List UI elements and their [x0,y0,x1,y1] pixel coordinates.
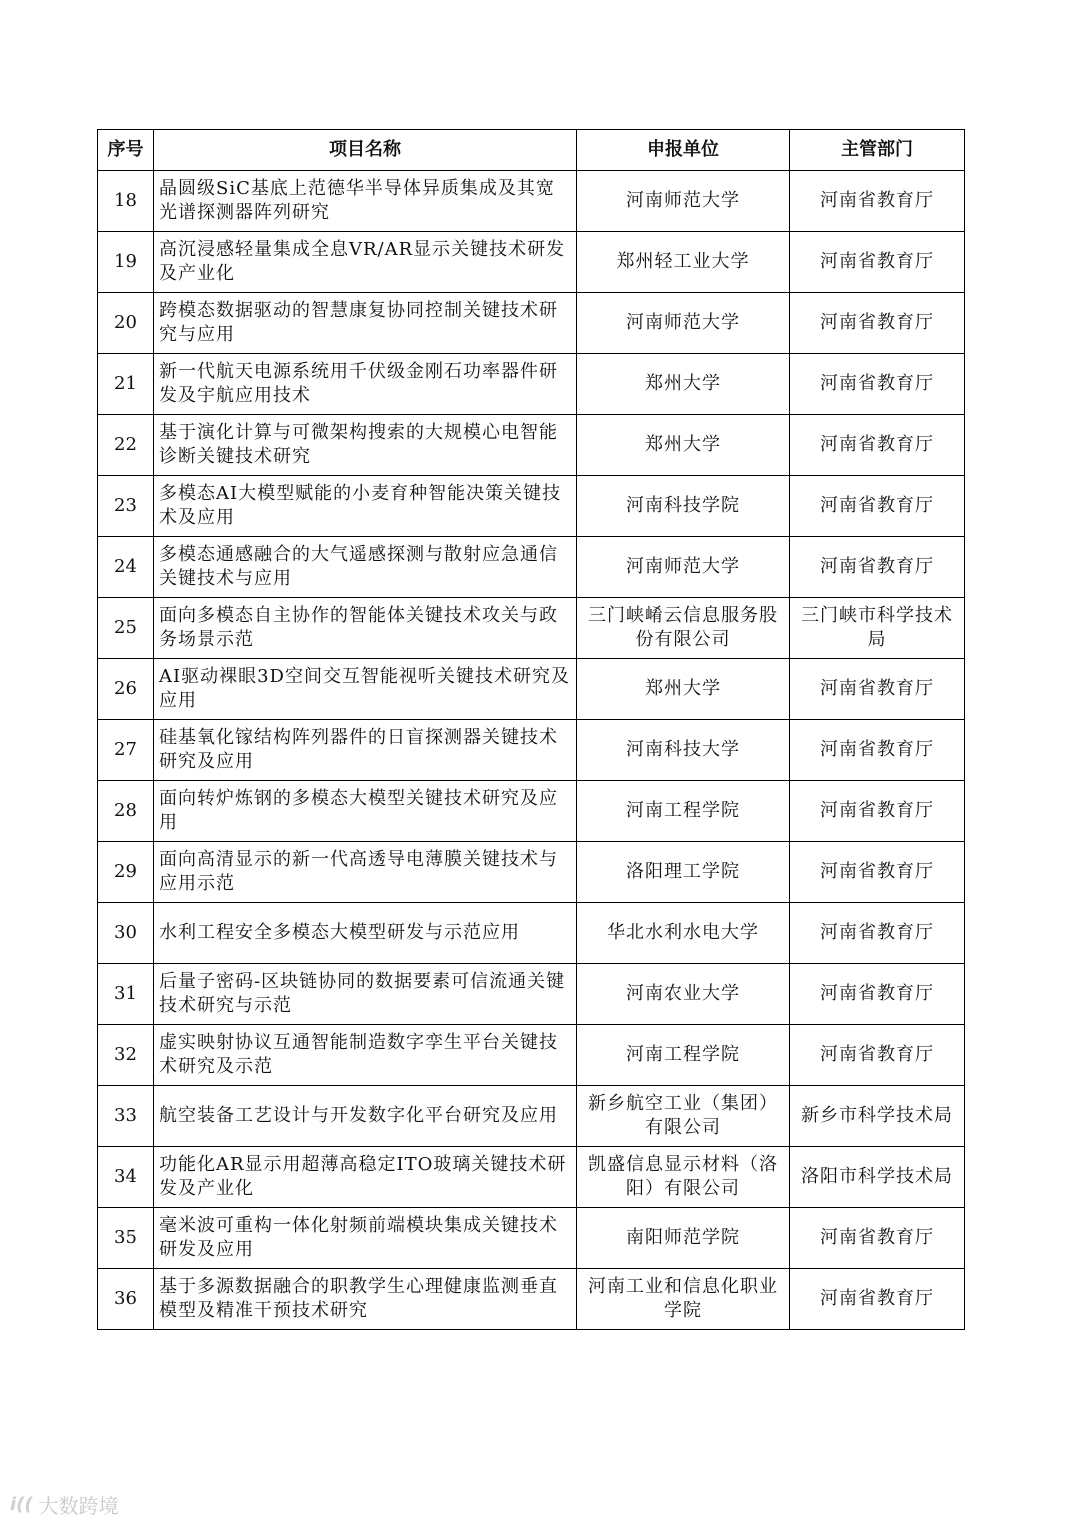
row-number: 25 [98,598,154,659]
row-number: 34 [98,1147,154,1208]
department-cell: 河南省教育厅 [790,720,965,781]
department-cell: 河南省教育厅 [790,964,965,1025]
department-cell: 河南省教育厅 [790,659,965,720]
row-number: 33 [98,1086,154,1147]
project-name-cell: 面向多模态自主协作的智能体关键技术攻关与政务场景示范 [154,598,577,659]
header-department: 主管部门 [790,130,965,171]
project-name-cell: 新一代航天电源系统用千伏级金刚石功率器件研发及宇航应用技术 [154,354,577,415]
department-cell: 河南省教育厅 [790,842,965,903]
row-number: 18 [98,171,154,232]
row-number: 27 [98,720,154,781]
department-cell: 河南省教育厅 [790,903,965,964]
header-no: 序号 [98,130,154,171]
row-number: 22 [98,415,154,476]
table-row [98,903,965,964]
table-row [98,354,965,415]
applicant-unit-cell: 河南农业大学 [577,964,790,1025]
department-cell: 河南省教育厅 [790,476,965,537]
table-row [98,476,965,537]
table-row [98,659,965,720]
department-cell: 河南省教育厅 [790,537,965,598]
department-cell: 河南省教育厅 [790,781,965,842]
project-name-cell: AI驱动裸眼3D空间交互智能视听关键技术研究及应用 [154,659,577,720]
watermark-logo-icon: i(( [10,1494,33,1515]
department-cell: 三门峡市科学技术局 [790,598,965,659]
header-applicant-unit: 申报单位 [577,130,790,171]
table-row [98,720,965,781]
project-name-cell: 航空装备工艺设计与开发数字化平台研究及应用 [154,1086,577,1147]
table-row [98,537,965,598]
table-row [98,1025,965,1086]
project-name-cell: 面向高清显示的新一代高透导电薄膜关键技术与应用示范 [154,842,577,903]
table-row [98,842,965,903]
applicant-unit-cell: 河南工业和信息化职业学院 [577,1269,790,1330]
row-number: 31 [98,964,154,1025]
project-name-cell: 后量子密码-区块链协同的数据要素可信流通关键技术研究与示范 [154,964,577,1025]
applicant-unit-cell: 河南科技学院 [577,476,790,537]
project-name-cell: 多模态通感融合的大气遥感探测与散射应急通信关键技术与应用 [154,537,577,598]
watermark [10,1490,119,1519]
table-row [98,1086,965,1147]
department-cell: 河南省教育厅 [790,354,965,415]
applicant-unit-cell: 郑州轻工业大学 [577,232,790,293]
table-row [98,1269,965,1330]
project-name-cell: 晶圆级SiC基底上范德华半导体异质集成及其宽光谱探测器阵列研究 [154,171,577,232]
applicant-unit-cell: 新乡航空工业（集团）有限公司 [577,1086,790,1147]
row-number: 36 [98,1269,154,1330]
project-table [97,129,965,1330]
applicant-unit-cell: 洛阳理工学院 [577,842,790,903]
table-row [98,781,965,842]
project-name-cell: 基于多源数据融合的职教学生心理健康监测垂直模型及精准干预技术研究 [154,1269,577,1330]
project-name-cell: 基于演化计算与可微架构搜索的大规模心电智能诊断关键技术研究 [154,415,577,476]
department-cell: 洛阳市科学技术局 [790,1147,965,1208]
department-cell: 河南省教育厅 [790,293,965,354]
header-project-name: 项目名称 [154,130,577,171]
applicant-unit-cell: 郑州大学 [577,415,790,476]
row-number: 29 [98,842,154,903]
applicant-unit-cell: 河南师范大学 [577,171,790,232]
applicant-unit-cell: 南阳师范学院 [577,1208,790,1269]
project-name-cell: 毫米波可重构一体化射频前端模块集成关键技术研发及应用 [154,1208,577,1269]
applicant-unit-cell: 河南师范大学 [577,537,790,598]
project-name-cell: 多模态AI大模型赋能的小麦育种智能决策关键技术及应用 [154,476,577,537]
department-cell: 河南省教育厅 [790,1025,965,1086]
row-number: 32 [98,1025,154,1086]
table-row [98,1208,965,1269]
project-name-cell: 高沉浸感轻量集成全息VR/AR显示关键技术研发及产业化 [154,232,577,293]
applicant-unit-cell: 凯盛信息显示材料（洛阳）有限公司 [577,1147,790,1208]
row-number: 28 [98,781,154,842]
row-number: 20 [98,293,154,354]
department-cell: 河南省教育厅 [790,1208,965,1269]
project-name-cell: 面向转炉炼钢的多模态大模型关键技术研究及应用 [154,781,577,842]
department-cell: 河南省教育厅 [790,415,965,476]
applicant-unit-cell: 郑州大学 [577,659,790,720]
watermark-text: 大数跨境 [38,1494,119,1518]
applicant-unit-cell: 河南师范大学 [577,293,790,354]
department-cell: 河南省教育厅 [790,232,965,293]
table-row [98,1147,965,1208]
project-name-cell: 虚实映射协议互通智能制造数字孪生平台关键技术研究及示范 [154,1025,577,1086]
project-name-cell: 功能化AR显示用超薄高稳定ITO玻璃关键技术研发及产业化 [154,1147,577,1208]
table-row [98,293,965,354]
applicant-unit-cell: 河南工程学院 [577,1025,790,1086]
row-number: 26 [98,659,154,720]
applicant-unit-cell: 河南科技大学 [577,720,790,781]
row-number: 24 [98,537,154,598]
applicant-unit-cell: 华北水利水电大学 [577,903,790,964]
department-cell: 河南省教育厅 [790,171,965,232]
table-row [98,964,965,1025]
table-header-row [98,130,965,171]
project-name-cell: 硅基氧化镓结构阵列器件的日盲探测器关键技术研究及应用 [154,720,577,781]
applicant-unit-cell: 郑州大学 [577,354,790,415]
table-row [98,598,965,659]
row-number: 30 [98,903,154,964]
table-body [98,171,965,1330]
table-row [98,171,965,232]
project-name-cell: 水利工程安全多模态大模型研发与示范应用 [154,903,577,964]
row-number: 35 [98,1208,154,1269]
table-row [98,232,965,293]
applicant-unit-cell: 河南工程学院 [577,781,790,842]
table-row [98,415,965,476]
applicant-unit-cell: 三门峡崤云信息服务股份有限公司 [577,598,790,659]
department-cell: 河南省教育厅 [790,1269,965,1330]
row-number: 23 [98,476,154,537]
project-name-cell: 跨模态数据驱动的智慧康复协同控制关键技术研究与应用 [154,293,577,354]
department-cell: 新乡市科学技术局 [790,1086,965,1147]
row-number: 21 [98,354,154,415]
row-number: 19 [98,232,154,293]
